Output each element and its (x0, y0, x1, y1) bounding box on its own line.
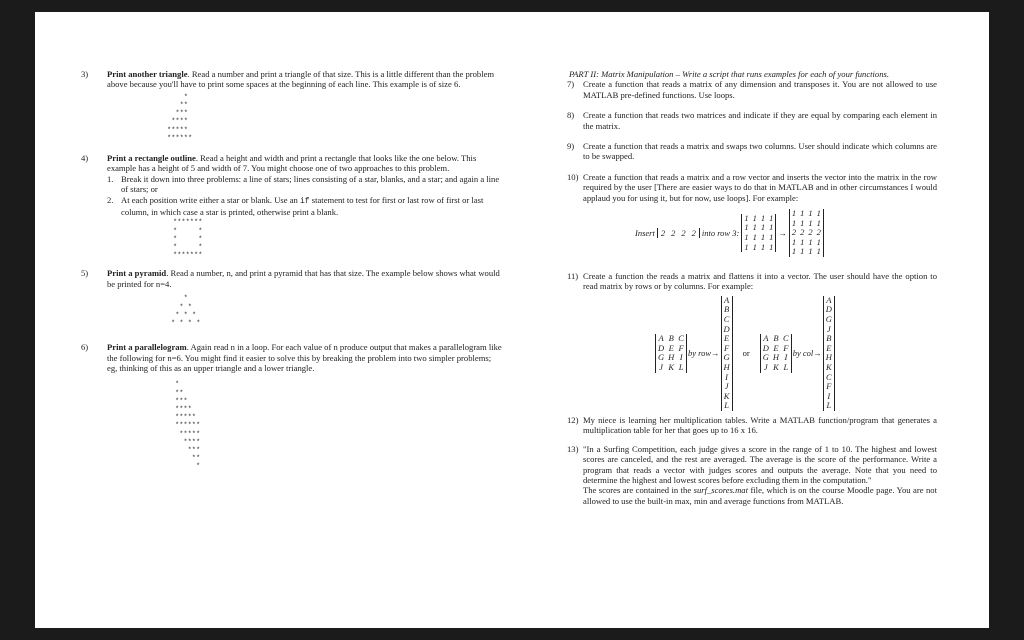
problem-13-text: "In a Surfing Competition, each judge gives a score in the range of 1 to 10. The highest and lowest scores are canceled, and the rest are averaged. The average is the score of the performance. Write a program that reads a vector with judges scores and outputs the average. Note that you need to determine the highest and lowest scores before excluding them in the computation." (583, 443, 937, 485)
problem-12-number: 12) (567, 414, 579, 425)
matrix-cell: 2 (800, 227, 805, 238)
matrix-cell: 1 (816, 208, 821, 219)
matrix-cell: E (826, 342, 832, 353)
matrix-cell: D (762, 342, 769, 353)
matrix-cell: E (668, 342, 674, 353)
matrix-cell: D (658, 342, 665, 353)
matrix-cell: B (826, 333, 832, 344)
matrix-cell: 1 (769, 222, 774, 233)
matrix-cell: 1 (752, 212, 757, 223)
vec-cell: 2 (691, 227, 696, 238)
matrix-cell: C (783, 333, 789, 344)
option-2-number: 2. (107, 194, 114, 205)
matrix-cell: 1 (769, 212, 774, 223)
matrix-cell: C (678, 333, 684, 344)
matrix-cell: 1 (800, 217, 805, 228)
option-1-number: 1. (107, 173, 114, 184)
matrix-cell: G (762, 352, 769, 363)
matrix-cell: B (668, 333, 674, 344)
matrix-cell: J (659, 362, 663, 372)
problem-5 (81, 268, 503, 289)
problem-4-title: Print a rectangle outline (107, 153, 196, 164)
matrix-cell: 1 (769, 241, 774, 252)
problem-3-number: 3) (81, 69, 89, 79)
problem-8-text: Create a function that reads two matrices and indicate if they are equal by comparing each element in the matrix. (583, 110, 937, 131)
left-column (81, 69, 503, 472)
problem-6-number: 6) (81, 342, 89, 353)
problem-4-option-1 (107, 174, 503, 195)
problem-7-text: Create a function that reads a matrix of any dimension and transposes it. You are not allowed to use MATLAB pre-defined functions. Use loops. (583, 79, 937, 100)
problem-7-number: 7) (567, 79, 575, 90)
option-2-text-b: statement to test for first or last row of first or last column, in which case a star is printed, otherwise print a blank. (121, 194, 484, 218)
problem-3-text: . Read a number and print a triangle of that size. This is a little different than the problem above because you'll have to print some spaces at the beginning of each line. This example is of size 6. (107, 69, 495, 90)
matrix-cell: L (724, 400, 729, 411)
matrix-cell: H (825, 352, 832, 363)
vec-cell: 2 (681, 227, 686, 238)
problem-5-text: . Read a number, n, and print a pyramid that has that size. The example below shows what would be printed for n=4. (107, 268, 500, 289)
insert-result-matrix (789, 209, 824, 257)
problem-11-number: 11) (567, 271, 579, 282)
problem-4 (81, 153, 503, 217)
matrix-cell: H (772, 352, 780, 363)
matrix-cell: D (723, 323, 730, 334)
matrix-cell: E (723, 333, 730, 344)
insert-label: Insert (635, 227, 655, 238)
matrix-cell: A (826, 294, 832, 305)
vec-cell: 2 (660, 227, 666, 238)
problem-4-text: . Read a height and width and print a rectangle that looks like the one below. This example has a height of 5 and width of 7. You might choose one of two approaches to this problem. (107, 153, 477, 174)
matrix-cell: K (825, 362, 832, 372)
matrix-cell: 1 (791, 236, 797, 247)
problem-13-number: 13) (567, 443, 579, 454)
right-column (567, 69, 937, 506)
problem-7 (567, 79, 937, 100)
matrix-cell: 1 (808, 246, 813, 257)
problem-8-number: 8) (567, 110, 575, 121)
matrix-cell: 1 (808, 236, 813, 247)
problem-8 (567, 110, 937, 131)
matrix-cell: 1 (816, 246, 821, 257)
matrix-cell: 2 (791, 227, 797, 238)
vec-cell: 2 (671, 227, 676, 238)
matrix-cell: L (826, 400, 832, 411)
flatten-source-matrix (655, 334, 687, 372)
problem-6-text: . Again read n in a loop. For each value of n produce output that makes a parallelogram like the following for n=6. You might find it easier to solve this by breaking the problem into two simpler problems; eg, thinking of this as an upper triangle and a lower triangle. (107, 342, 502, 373)
matrix-cell: B (773, 333, 779, 344)
matrix-cell: H (723, 362, 730, 372)
matrix-cell: F (723, 342, 730, 353)
row-flattened-vector (721, 296, 733, 411)
pyramid-art: * * * * * * * * * * (171, 295, 201, 328)
matrix-cell: 1 (769, 232, 774, 243)
matrix-cell: 1 (816, 217, 821, 228)
matrix-cell: 1 (816, 236, 821, 247)
problem-12-text: My niece is learning her multiplication tables. Write a MATLAB function/program that generates a multiplication table for her that goes up to 16 x 16. (583, 414, 937, 436)
if-code: if (300, 196, 310, 206)
matrix-cell: J (826, 323, 831, 334)
matrix-cell: K (723, 390, 730, 401)
matrix-cell: I (784, 352, 788, 363)
matrix-cell: G (825, 314, 832, 325)
matrix-cell: F (783, 342, 789, 353)
problem-10-text: Create a function that reads a matrix and a row vector and inserts the vector into the matrix in the row required by the user [There are easier ways to do that in MATLAB and in other circumstances I would applaud you for using it, but for now, use loops]. For example: (583, 171, 937, 203)
parallelogram-art: * ** *** **** ***** ****** ***** **** *** ** * (175, 381, 201, 472)
problem-5-title: Print a pyramid (107, 268, 167, 279)
problem-13-note (583, 485, 937, 506)
matrix-cell: 1 (800, 236, 805, 247)
by-row-label: by row→ (687, 348, 720, 359)
by-col-label: by col→ (792, 348, 822, 359)
matrix-cell: B (723, 304, 730, 315)
matrix-cell: 1 (744, 212, 749, 223)
problem-10-number: 10) (567, 171, 579, 182)
problem-11-text: Create a function the reads a matrix and flattens it into a vector. The user should have the option to read matrix by rows or by columns. For example: (583, 271, 937, 292)
matrix-cell: 1 (744, 222, 749, 233)
part-2-header: PART II: Matrix Manipulation – Write a script that runs examples for each of your functions. (569, 69, 890, 79)
problem-3 (81, 69, 503, 90)
problem-11 (567, 271, 937, 292)
problem-3-title: Print another triangle (107, 69, 188, 79)
matrix-cell: L (678, 362, 684, 372)
matrix-cell: H (668, 352, 675, 363)
problem-5-number: 5) (81, 268, 89, 279)
matrix-cell: A (723, 294, 730, 305)
arrow-icon: → (778, 227, 787, 238)
matrix-cell: 1 (752, 222, 757, 233)
insert-vector (657, 228, 700, 238)
problem-13 (567, 444, 937, 506)
matrix-cell: 1 (752, 241, 757, 252)
matrix-cell: I (725, 371, 728, 382)
note-text-a: The scores are contained in the (583, 485, 692, 496)
matrix-cell: 1 (808, 208, 813, 219)
problem-4-option-2 (107, 195, 503, 218)
document-page (35, 12, 989, 628)
matrix-cell: A (658, 333, 664, 344)
rectangle-art: ******* * * * * * * ******* (173, 219, 203, 261)
matrix-cell: 1 (800, 208, 805, 219)
insert-example (635, 209, 937, 257)
into-row-label: into row 3: (701, 227, 740, 238)
matrix-cell: F (826, 381, 832, 392)
matrix-cell: D (825, 304, 832, 315)
matrix-cell: C (723, 314, 730, 325)
matrix-cell: I (679, 352, 683, 363)
matrix-cell: I (827, 390, 831, 401)
matrix-cell: 1 (760, 241, 766, 252)
problem-12 (567, 415, 937, 436)
problem-10 (567, 172, 937, 203)
problem-6-title: Print a parallelogram (107, 342, 187, 353)
matrix-cell: 2 (808, 227, 813, 238)
flatten-example (655, 296, 937, 411)
matrix-cell: 1 (800, 246, 805, 257)
note-text-b: file, which is on the course Moodle page. You are not allowed to use the built-in max, min and average functions from MATLAB. (583, 485, 937, 506)
matrix-cell: 1 (760, 212, 766, 223)
matrix-cell: 1 (791, 217, 797, 228)
problem-9-text: Create a function that reads a matrix and swaps two columns. User should indicate which columns are to be swapped. (583, 141, 937, 162)
triangle-art: * ** *** **** ***** ****** (167, 93, 193, 143)
matrix-cell: G (658, 352, 665, 363)
matrix-cell: K (668, 362, 675, 372)
matrix-cell: L (783, 362, 789, 372)
matrix-cell: J (763, 362, 768, 372)
matrix-cell: 1 (791, 208, 797, 219)
insert-source-matrix (741, 214, 776, 252)
problem-4-number: 4) (81, 153, 89, 164)
matrix-cell: F (678, 342, 684, 353)
matrix-cell: 1 (744, 232, 749, 243)
option-1-text: Break it down into three problems: a line of stars; lines consisting of a star, blanks, and a star; and again a line of stars; or (121, 173, 500, 195)
matrix-cell: 1 (760, 232, 766, 243)
matrix-cell: G (723, 352, 730, 363)
col-flattened-vector (823, 296, 835, 411)
matrix-cell: E (773, 342, 779, 353)
problem-9 (567, 141, 937, 162)
matrix-cell: J (724, 381, 729, 392)
matrix-cell: 1 (744, 241, 749, 252)
matrix-cell: 1 (791, 246, 797, 257)
matrix-cell: 1 (808, 217, 813, 228)
problem-9-number: 9) (567, 141, 575, 152)
matrix-cell: 1 (760, 222, 766, 233)
flatten-source-matrix-2 (760, 334, 792, 372)
matrix-cell: 2 (816, 227, 821, 238)
matrix-cell: 1 (752, 232, 757, 243)
matrix-cell: K (773, 362, 779, 372)
problem-6 (81, 342, 503, 373)
matrix-cell: C (825, 371, 832, 382)
or-label: or (742, 348, 750, 359)
option-2-text-a: At each position write either a star or blank. Use an (121, 194, 298, 205)
matrix-cell: A (763, 333, 769, 344)
filename: surf_scores.mat (693, 485, 748, 496)
